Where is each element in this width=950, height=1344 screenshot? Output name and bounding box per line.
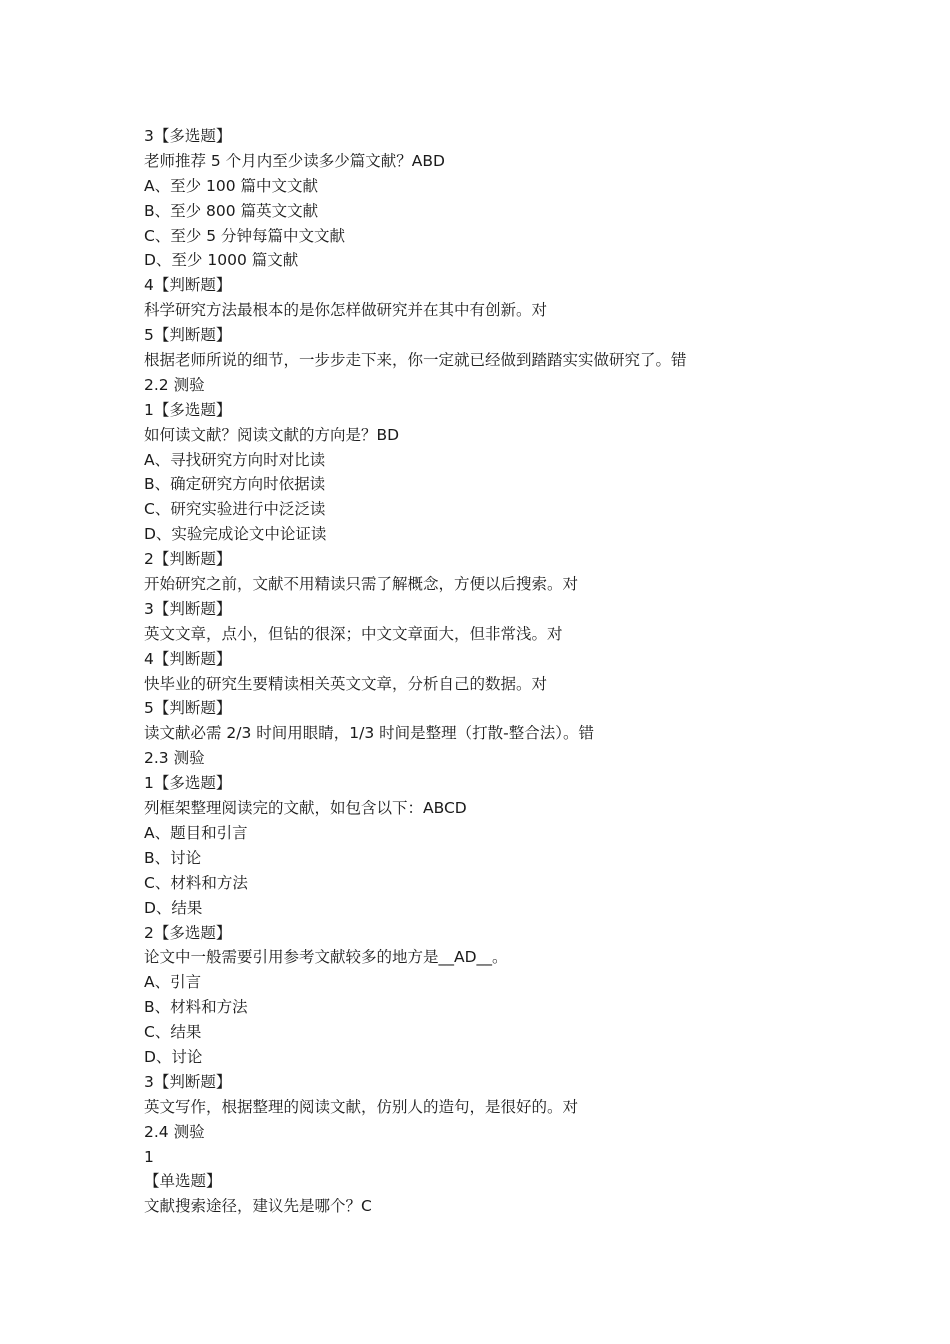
question-text: 根据老师所说的细节，一步步走下来，你一定就已经做到踏踏实实做研究了。错 [144, 351, 687, 370]
answer-option: B、材料和方法 [144, 998, 248, 1017]
document-body [144, 124, 824, 1219]
question-text: 如何读文献？阅读文献的方向是？BD [144, 425, 400, 444]
answer-option: D、讨论 [144, 1047, 203, 1066]
question-header: 5【判断题】 [144, 326, 232, 345]
question-header: 3【判断题】 [144, 599, 232, 618]
answer-option: C、至少 5 分钟每篇中文文献 [144, 226, 346, 245]
question-header: 3【判断题】 [144, 1072, 232, 1091]
question-text: 读文献必需 2/3 时间用眼睛，1/3 时间是整理（打散-整合法）。错 [144, 724, 595, 743]
answer-option: D、至少 1000 篇文献 [144, 251, 299, 270]
answer-option: B、至少 800 篇英文文献 [144, 201, 319, 220]
question-header: 4【判断题】 [144, 649, 232, 668]
question-text: 英文文章，点小，但钻的很深；中文文章面大，但非常浅。对 [144, 624, 563, 643]
answer-option: C、结果 [144, 1023, 202, 1042]
question-header: 5【判断题】 [144, 699, 232, 718]
question-number: 1 [144, 1147, 154, 1166]
question-text: 列框架整理阅读完的文献，如包含以下：ABCD [144, 799, 467, 818]
question-header: 【单选题】 [144, 1172, 222, 1191]
section-heading: 2.3 测验 [144, 749, 205, 768]
question-header: 1【多选题】 [144, 400, 232, 419]
section-heading: 2.2 测验 [144, 375, 205, 394]
question-text: 开始研究之前，文献不用精读只需了解概念，方便以后搜索。对 [144, 575, 579, 594]
answer-option: B、确定研究方向时依据读 [144, 475, 326, 494]
question-header: 2【判断题】 [144, 550, 232, 569]
section-heading: 2.4 测验 [144, 1122, 205, 1141]
question-text: 老师推荐 5 个月内至少读多少篇文献？ABD [144, 151, 445, 170]
answer-option: C、研究实验进行中泛泛读 [144, 500, 326, 519]
question-text: 快毕业的研究生要精读相关英文文章，分析自己的数据。对 [144, 674, 548, 693]
question-text: 论文中一般需要引用参考文献较多的地方是__AD__。 [144, 948, 508, 967]
question-text: 科学研究方法最根本的是你怎样做研究并在其中有创新。对 [144, 301, 548, 320]
answer-option: D、结果 [144, 898, 203, 917]
answer-option: A、引言 [144, 973, 202, 992]
answer-option: A、至少 100 篇中文文献 [144, 176, 319, 195]
question-header: 3【多选题】 [144, 127, 232, 145]
answer-option: A、题目和引言 [144, 823, 248, 842]
question-text: 英文写作，根据整理的阅读文献，仿别人的造句，是很好的。对 [144, 1097, 579, 1116]
answer-option: A、寻找研究方向时对比读 [144, 450, 326, 469]
question-header: 2【多选题】 [144, 923, 232, 942]
answer-option: C、材料和方法 [144, 873, 248, 892]
question-header: 1【多选题】 [144, 774, 232, 793]
question-header: 4【判断题】 [144, 276, 232, 295]
answer-option: D、实验完成论文中论证读 [144, 525, 327, 544]
answer-option: B、讨论 [144, 848, 202, 867]
question-text: 文献搜索途径，建议先是哪个？C [144, 1197, 372, 1216]
